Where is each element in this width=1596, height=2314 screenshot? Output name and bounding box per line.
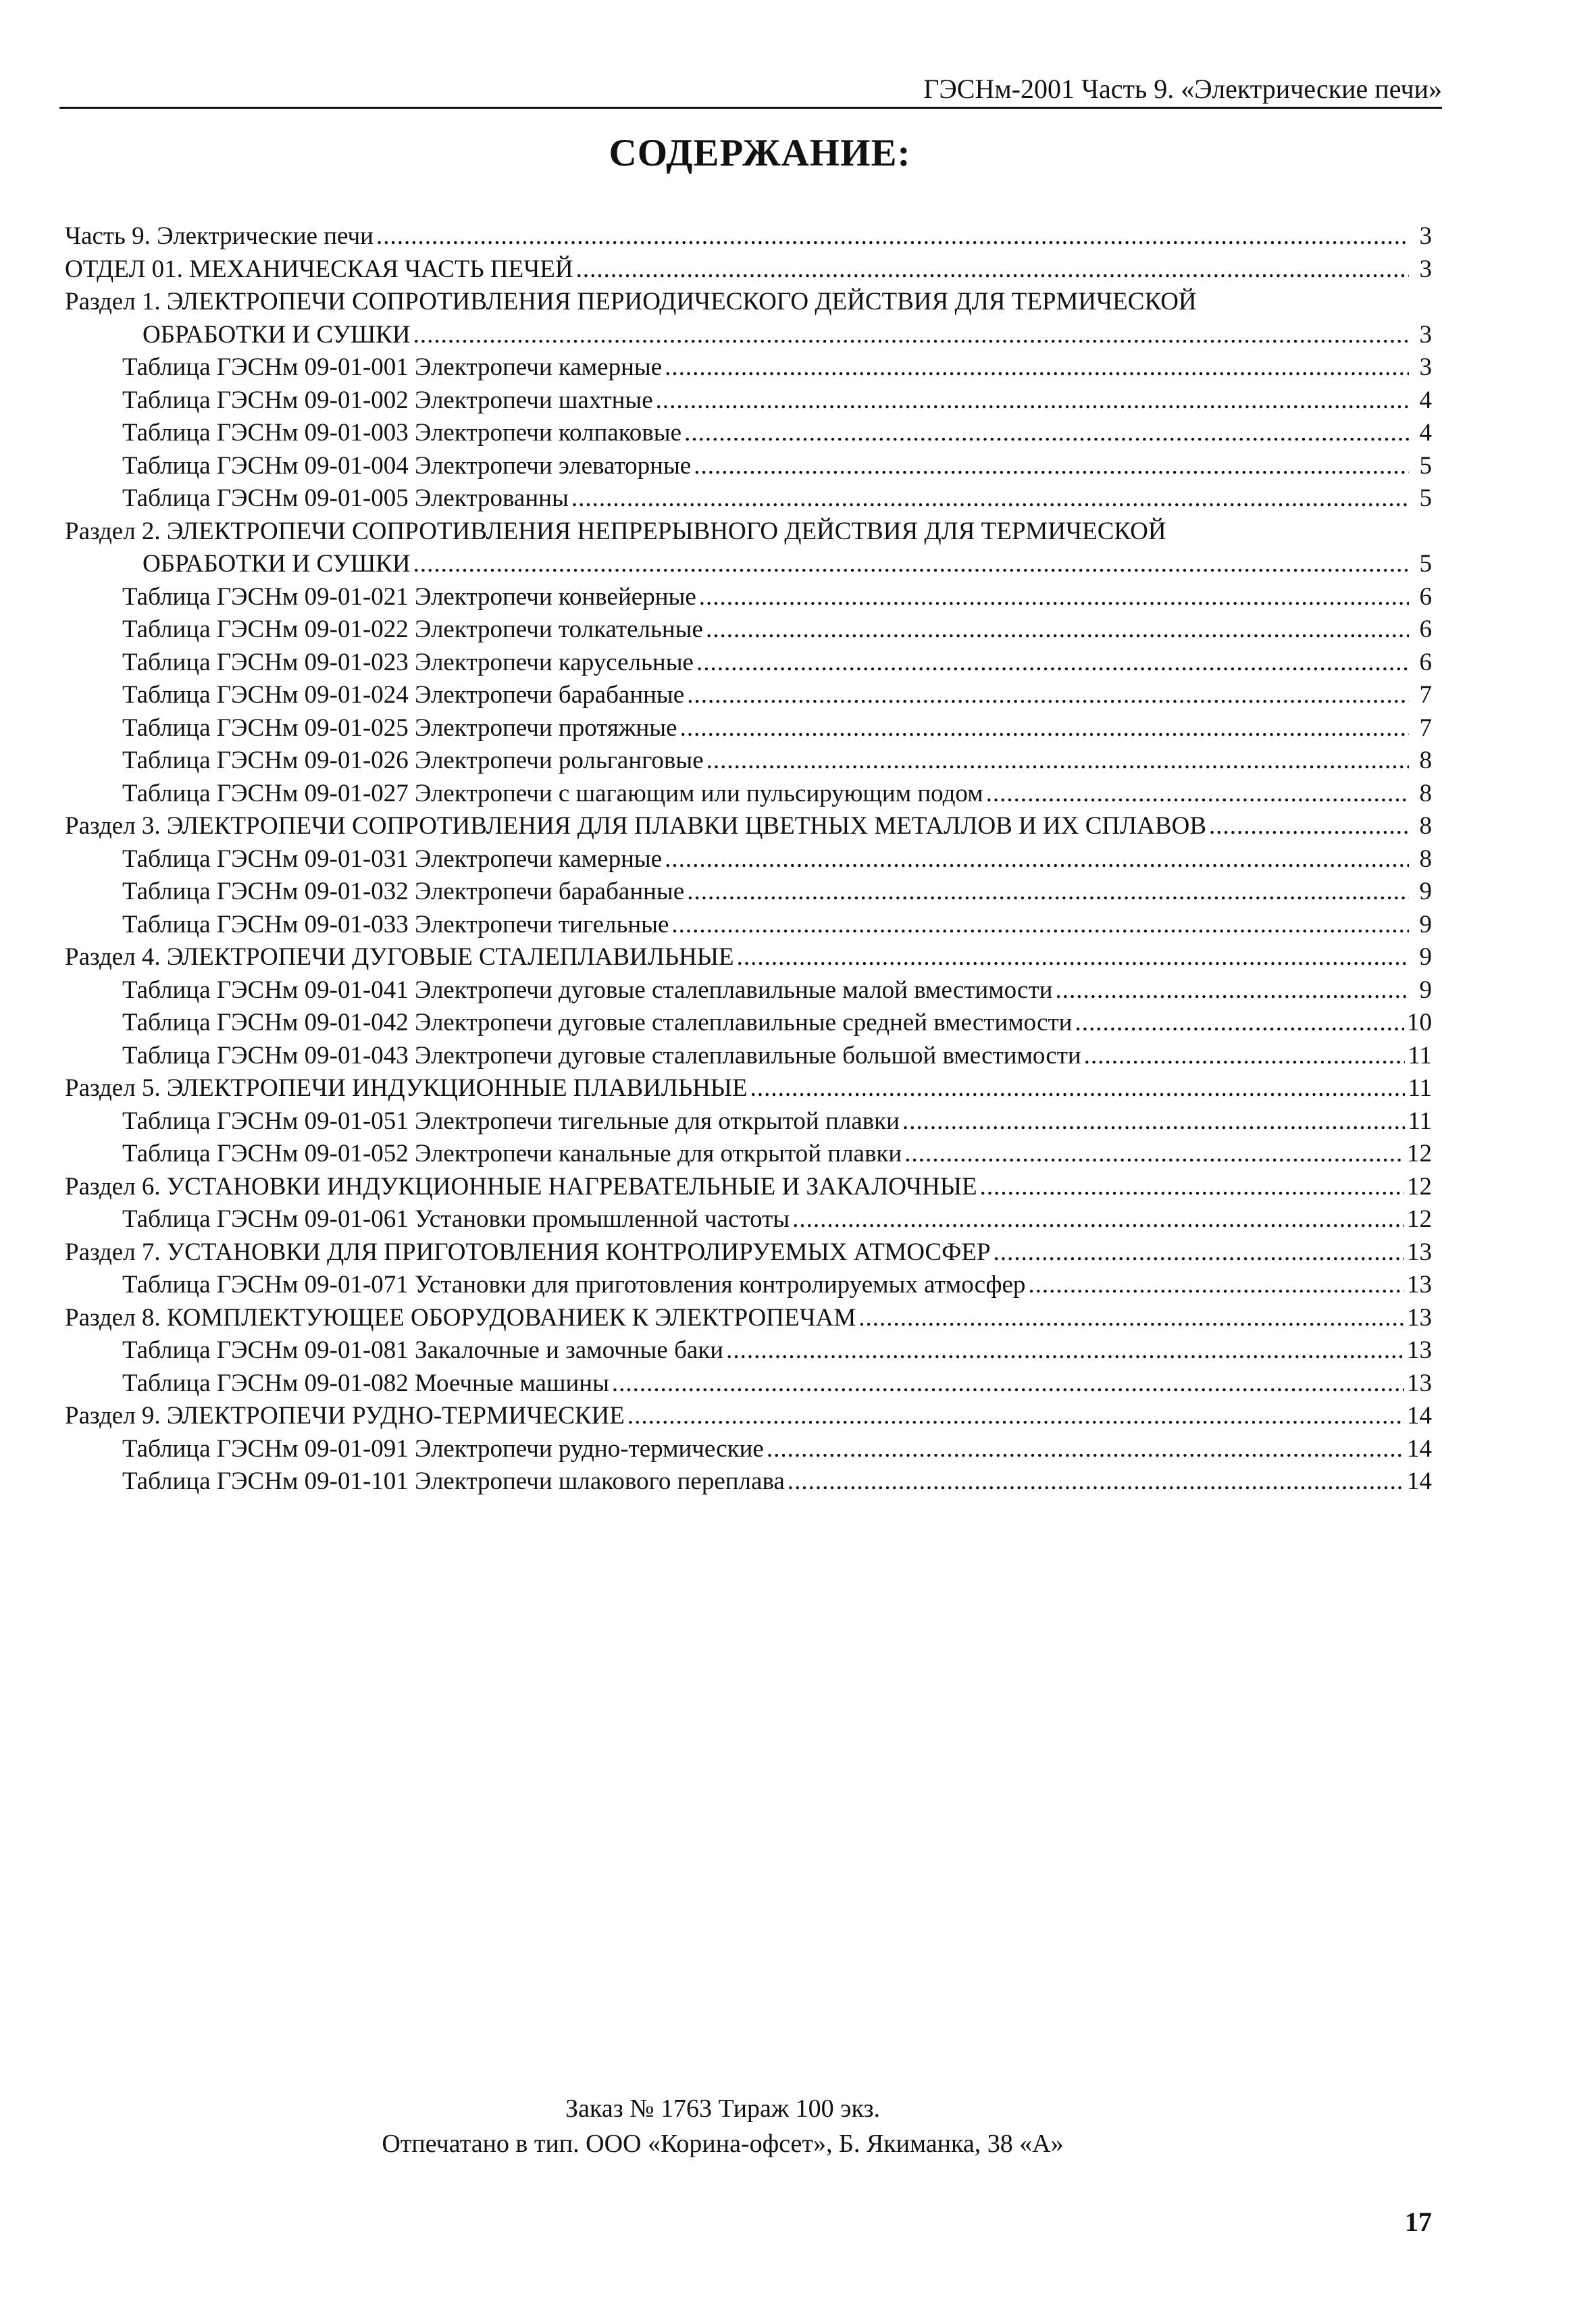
toc-entry-text: Таблица ГЭСНм 09-01-027 Электропечи с шагающим или пульсирующим подом <box>122 779 983 807</box>
toc-entry[interactable] <box>65 351 1432 384</box>
toc-leader-dots <box>726 1334 1404 1367</box>
running-header: ГЭСНм-2001 Часть 9. «Электрические печи» <box>923 74 1442 104</box>
toc-leader-dots <box>706 613 1409 647</box>
toc-entry-text: Раздел 6. УСТАНОВКИ ИНДУКЦИОННЫЕ НАГРЕВАТЕЛЬНЫЕ И ЗАКАЛОЧНЫЕ <box>65 1172 977 1201</box>
toc-entry-text: Таблица ГЭСНм 09-01-001 Электропечи камерные <box>122 353 663 381</box>
toc-entry[interactable] <box>65 581 1432 614</box>
toc-entry-text: Таблица ГЭСНм 09-01-005 Электрованны <box>122 484 569 512</box>
toc-page-number: 11 <box>1408 1107 1432 1135</box>
toc-entry-text: Таблица ГЭСНм 09-01-026 Электропечи рольганговые <box>122 747 704 774</box>
toc-page-number: 11 <box>1408 1041 1432 1070</box>
toc-leader-dots <box>612 1367 1404 1401</box>
toc-leader-dots <box>627 1400 1404 1433</box>
toc-page-number: 10 <box>1407 1009 1432 1036</box>
toc-entry-text: Раздел 4. ЭЛЕКТРОПЕЧИ ДУГОВЫЕ СТАЛЕПЛАВИЛЬНЫЕ <box>65 943 734 971</box>
toc-leader-dots <box>699 581 1409 614</box>
toc-entry[interactable] <box>65 613 1432 647</box>
toc-entry[interactable] <box>65 1236 1432 1269</box>
toc-page-number: 4 <box>1419 386 1432 414</box>
toc-entry-text: Таблица ГЭСНм 09-01-061 Установки промышленной частоты <box>122 1205 790 1233</box>
toc-entry-text: Таблица ГЭСНм 09-01-042 Электропечи дуговые сталеплавильные средней вместимости <box>122 1009 1073 1036</box>
toc-page-number: 13 <box>1407 1336 1432 1364</box>
toc-entry[interactable] <box>65 1171 1432 1204</box>
toc-entry[interactable] <box>65 286 1432 319</box>
toc-leader-dots <box>858 1302 1404 1335</box>
toc-entry[interactable] <box>65 1072 1432 1105</box>
toc-page-number: 4 <box>1419 419 1432 447</box>
toc-entry[interactable] <box>65 1138 1432 1171</box>
toc-entry-text: Таблица ГЭСНм 09-01-021 Электропечи конвейерные <box>122 582 696 611</box>
toc-entry[interactable] <box>65 712 1432 745</box>
toc-entry[interactable] <box>65 647 1432 680</box>
toc-entry[interactable] <box>65 1433 1432 1466</box>
toc-page-number: 8 <box>1419 747 1432 774</box>
toc-leader-dots <box>788 1465 1404 1499</box>
toc-page-number: 3 <box>1419 320 1432 349</box>
toc-page-number: 5 <box>1419 550 1432 578</box>
toc-leader-dots <box>665 843 1409 876</box>
toc-page-number: 13 <box>1407 1303 1432 1332</box>
toc-entry[interactable] <box>65 1105 1432 1138</box>
page-title: СОДЕРЖАНИЕ: <box>609 132 911 174</box>
header-rule <box>59 107 1442 109</box>
toc-leader-dots <box>656 384 1409 418</box>
toc-entry-text: Таблица ГЭСНм 09-01-024 Электропечи барабанные <box>122 681 685 709</box>
toc-entry-text: Таблица ГЭСНм 09-01-022 Электропечи толкательные <box>122 615 703 643</box>
toc-page-number: 14 <box>1407 1434 1432 1463</box>
toc-page-number: 9 <box>1419 878 1432 905</box>
toc-leader-dots <box>376 220 1409 253</box>
toc-leader-dots <box>737 941 1409 974</box>
toc-entry[interactable] <box>65 1465 1432 1499</box>
toc-entry[interactable] <box>65 384 1432 418</box>
toc-entry-text: Раздел 8. КОМПЛЕКТУЮЩЕЕ ОБОРУДОВАНИЕК К ЭЛЕКТРОПЕЧАМ <box>65 1303 856 1332</box>
toc-entry-text: Таблица ГЭСНм 09-01-052 Электропечи канальные для открытой плавки <box>122 1140 902 1167</box>
toc-page-number: 13 <box>1407 1369 1432 1397</box>
toc-entry-text: Таблица ГЭСНм 09-01-041 Электропечи дуговые сталеплавильные малой вместимости <box>122 976 1053 1004</box>
toc-entry-text: Раздел 1. ЭЛЕКТРОПЕЧИ СОПРОТИВЛЕНИЯ ПЕРИОДИЧЕСКОГО ДЕЙСТВИЯ ДЛЯ ТЕРМИЧЕСКОЙ <box>65 288 1197 316</box>
toc-leader-dots <box>750 1072 1406 1105</box>
toc-leader-dots <box>904 1138 1404 1171</box>
toc-page-number: 14 <box>1407 1467 1432 1495</box>
toc-entry[interactable] <box>65 253 1432 286</box>
toc-page-number: 7 <box>1419 713 1432 742</box>
toc-entry-text: Таблица ГЭСНм 09-01-003 Электропечи колпаковые <box>122 419 682 447</box>
toc-entry[interactable] <box>65 1007 1432 1040</box>
toc-entry-text: Часть 9. Электрические печи <box>65 222 374 250</box>
toc-entry-text: Таблица ГЭСНм 09-01-033 Электропечи тигельные <box>122 910 669 938</box>
toc-entry-text: Таблица ГЭСНм 09-01-082 Моечные машины <box>122 1369 609 1397</box>
toc-entry[interactable] <box>65 1040 1432 1073</box>
toc-entry[interactable] <box>65 679 1432 712</box>
toc-leader-dots <box>687 876 1409 909</box>
toc-entry[interactable] <box>65 1400 1432 1433</box>
toc-leader-dots <box>694 450 1409 483</box>
toc-leader-dots <box>1075 1007 1404 1040</box>
toc-entry-text: Раздел 7. УСТАНОВКИ ДЛЯ ПРИГОТОВЛЕНИЯ КОНТРОЛИРУЕМЫХ АТМОСФЕР <box>65 1238 991 1266</box>
toc-entry[interactable] <box>65 417 1432 450</box>
toc-page-number: 12 <box>1407 1172 1432 1201</box>
toc-leader-dots <box>902 1105 1405 1138</box>
toc-entry-text: Таблица ГЭСНм 09-01-091 Электропечи рудно-термические <box>122 1434 764 1463</box>
toc-entry[interactable] <box>65 1203 1432 1236</box>
toc-page-number: 12 <box>1407 1205 1432 1233</box>
toc-entry-text: Раздел 2. ЭЛЕКТРОПЕЧИ СОПРОТИВЛЕНИЯ НЕПРЕРЫВНОГО ДЕЙСТВИЯ ДЛЯ ТЕРМИЧЕСКОЙ <box>65 517 1166 545</box>
toc-entry[interactable] <box>65 548 1432 581</box>
toc-page-number: 3 <box>1419 353 1432 381</box>
toc-entry[interactable] <box>65 1269 1432 1302</box>
toc-leader-dots <box>665 351 1409 384</box>
toc-leader-dots <box>792 1203 1404 1236</box>
toc-entry[interactable] <box>65 974 1432 1007</box>
toc-leader-dots <box>413 319 1409 352</box>
toc-page-number: 9 <box>1419 976 1432 1004</box>
toc-entry[interactable] <box>65 909 1432 942</box>
toc-entry-text: ОБРАБОТКИ И СУШКИ <box>143 550 411 578</box>
toc-page-number: 3 <box>1419 255 1432 283</box>
toc-entry[interactable] <box>65 810 1432 843</box>
toc-page-number: 12 <box>1407 1140 1432 1167</box>
toc-leader-dots <box>994 1236 1404 1269</box>
toc-page-number: 11 <box>1408 1074 1432 1102</box>
toc-leader-dots <box>680 712 1409 745</box>
toc-leader-dots <box>980 1171 1404 1204</box>
toc-page-number: 8 <box>1419 779 1432 807</box>
toc-entry[interactable] <box>65 1367 1432 1401</box>
toc-page-number: 9 <box>1419 910 1432 938</box>
toc-entry[interactable] <box>65 941 1432 974</box>
toc-leader-dots <box>671 909 1409 942</box>
toc-entry-text: Таблица ГЭСНм 09-01-051 Электропечи тигельные для открытой плавки <box>122 1107 900 1135</box>
toc-page-number: 3 <box>1419 222 1432 250</box>
toc-page-number: 8 <box>1419 812 1432 840</box>
toc-entry-text: Таблица ГЭСНм 09-01-032 Электропечи барабанные <box>122 878 685 905</box>
toc-leader-dots <box>687 679 1409 712</box>
toc-page-number: 6 <box>1419 582 1432 611</box>
toc-entry-text: ОТДЕЛ 01. МЕХАНИЧЕСКАЯ ЧАСТЬ ПЕЧЕЙ <box>65 255 573 283</box>
toc-leader-dots <box>1055 974 1409 1007</box>
toc-leader-dots <box>696 647 1409 680</box>
imprint-printer-line: Отпечатано в тип. ООО «Корина-офсет», Б. Якиманка, 38 «А» <box>382 2130 1064 2158</box>
toc-entry-text: Раздел 9. ЭЛЕКТРОПЕЧИ РУДНО-ТЕРМИЧЕСКИЕ <box>65 1402 625 1430</box>
toc-page-number: 13 <box>1407 1271 1432 1299</box>
toc-entry-text: Раздел 3. ЭЛЕКТРОПЕЧИ СОПРОТИВЛЕНИЯ ДЛЯ ПЛАВКИ ЦВЕТНЫХ МЕТАЛЛОВ И ИХ СПЛАВОВ <box>65 812 1207 840</box>
toc-entry[interactable] <box>65 1334 1432 1367</box>
toc-leader-dots <box>1028 1269 1404 1302</box>
page-number: 17 <box>1405 2207 1432 2237</box>
toc-entry-text: Таблица ГЭСНм 09-01-031 Электропечи камерные <box>122 845 663 873</box>
toc-entry[interactable] <box>65 745 1432 778</box>
toc-entry-text: Таблица ГЭСНм 09-01-002 Электропечи шахтные <box>122 386 653 414</box>
toc-entry[interactable] <box>65 515 1432 549</box>
toc-leader-dots <box>986 778 1409 811</box>
toc-page-number: 14 <box>1407 1402 1432 1430</box>
toc-entry[interactable] <box>65 482 1432 515</box>
imprint-order-line: Заказ № 1763 Тираж 100 экз. <box>565 2094 880 2123</box>
toc-leader-dots <box>1084 1040 1406 1073</box>
toc-page-number: 13 <box>1407 1238 1432 1266</box>
toc-page-number: 5 <box>1419 484 1432 512</box>
toc-page-number: 9 <box>1419 943 1432 971</box>
toc-leader-dots <box>706 745 1409 778</box>
toc-page-number: 8 <box>1419 845 1432 873</box>
toc-entry[interactable] <box>65 220 1432 253</box>
toc-entry-text: Таблица ГЭСНм 09-01-071 Установки для приготовления контролируемых атмосфер <box>122 1271 1026 1299</box>
toc-entry-text: Таблица ГЭСНм 09-01-043 Электропечи дуговые сталеплавильные большой вместимости <box>122 1041 1081 1070</box>
toc-entry-text: Таблица ГЭСНм 09-01-101 Электропечи шлакового переплава <box>122 1467 785 1495</box>
toc-page-number: 6 <box>1419 615 1432 643</box>
toc-leader-dots <box>576 253 1409 286</box>
toc-entry[interactable] <box>65 1302 1432 1335</box>
toc-leader-dots <box>767 1433 1404 1466</box>
toc-entry[interactable] <box>65 319 1432 352</box>
toc-leader-dots <box>571 482 1409 515</box>
toc-leader-dots <box>1209 810 1409 843</box>
toc-leader-dots <box>413 548 1409 581</box>
toc-entry[interactable] <box>65 876 1432 909</box>
toc-entry[interactable] <box>65 778 1432 811</box>
toc-entry-text: Таблица ГЭСНм 09-01-025 Электропечи протяжные <box>122 713 677 742</box>
toc-entry[interactable] <box>65 450 1432 483</box>
toc-leader-dots <box>684 417 1409 450</box>
imprint <box>0 2091 1445 2161</box>
toc-page-number: 5 <box>1419 451 1432 480</box>
toc-entry-text: ОБРАБОТКИ И СУШКИ <box>143 320 411 349</box>
table-of-contents <box>65 220 1432 1499</box>
toc-entry-text: Таблица ГЭСНм 09-01-081 Закалочные и замочные баки <box>122 1336 724 1364</box>
toc-entry-text: Таблица ГЭСНм 09-01-023 Электропечи карусельные <box>122 648 694 676</box>
toc-entry-text: Таблица ГЭСНм 09-01-004 Электропечи элеваторные <box>122 451 692 480</box>
toc-page-number: 6 <box>1419 648 1432 676</box>
toc-page-number: 7 <box>1419 681 1432 709</box>
toc-entry[interactable] <box>65 843 1432 876</box>
toc-entry-text: Раздел 5. ЭЛЕКТРОПЕЧИ ИНДУКЦИОННЫЕ ПЛАВИЛЬНЫЕ <box>65 1074 748 1102</box>
